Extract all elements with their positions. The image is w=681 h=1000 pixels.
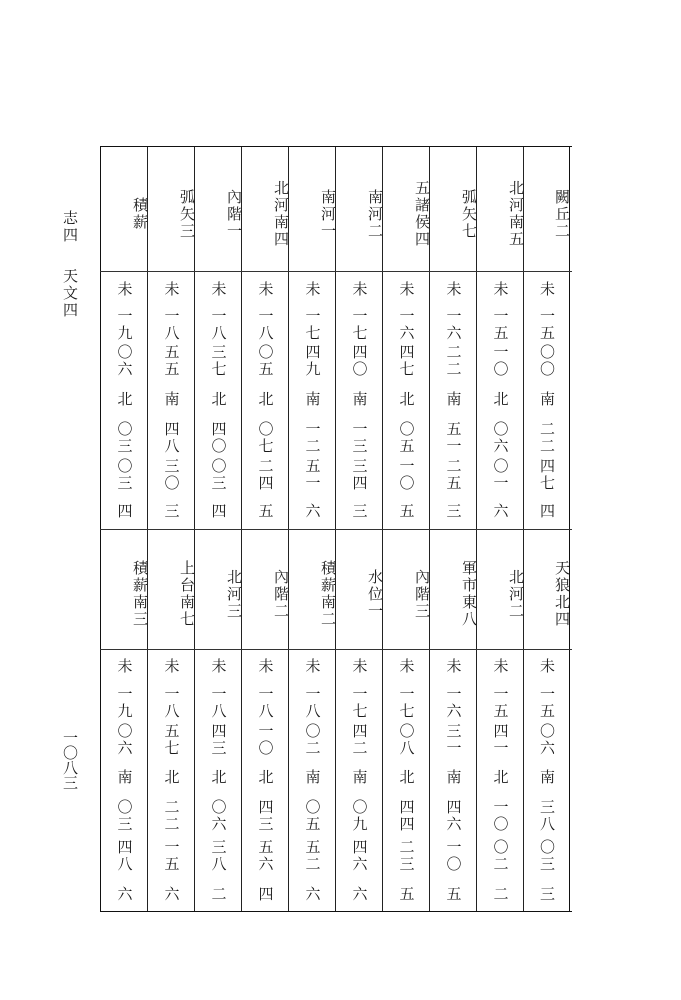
- table-cell: 五一: [444, 420, 463, 455]
- table-cell: 六: [303, 886, 322, 903]
- table-cell: 四: [256, 886, 275, 903]
- table-cell: 六: [491, 502, 510, 520]
- table-cell: 四四: [397, 798, 416, 833]
- table-cell: 五七: [162, 723, 181, 757]
- table-cell: 〇二: [491, 838, 510, 873]
- table-cell: 未: [350, 280, 369, 298]
- table-cell: 一〇: [397, 457, 416, 492]
- table-cell: 四六: [350, 838, 369, 873]
- table-cell: 四七: [397, 344, 416, 378]
- table-cell: 未: [256, 280, 275, 298]
- table-cell: 一七: [397, 686, 416, 720]
- table-cell: 三: [444, 502, 463, 520]
- section-label: [62, 268, 77, 319]
- star-name: 上台南七: [178, 560, 196, 628]
- table-cell: 未: [303, 658, 322, 675]
- star-name: 弧矢三: [178, 188, 196, 240]
- table-cell: 〇三: [538, 838, 556, 873]
- table-cell: 未: [491, 280, 510, 298]
- table-cell: 未: [538, 280, 556, 298]
- table-cell: 四三: [256, 798, 275, 833]
- table-cell: 一七: [303, 308, 322, 342]
- table-cell: 未: [162, 280, 181, 298]
- table-cell: 一〇: [444, 838, 463, 873]
- table-cell: 未: [209, 280, 228, 298]
- table-cell: 〇二: [303, 723, 322, 757]
- star-name: 闕丘二: [553, 188, 571, 240]
- table-cell: 未: [350, 658, 369, 675]
- star-name: 內階三: [413, 568, 431, 620]
- table-cell: 未: [397, 280, 416, 298]
- star-name: 南河二: [366, 188, 384, 240]
- table-cell: 一五: [162, 838, 181, 873]
- table-cell: 〇六: [115, 723, 134, 757]
- table-cell: 一〇: [491, 344, 510, 378]
- table-cell: 南: [538, 768, 556, 786]
- table-cell: 一六: [397, 308, 416, 342]
- table-cell: 〇六: [209, 798, 228, 833]
- table-cell: 〇五: [303, 798, 322, 833]
- table-cell: 三: [162, 502, 181, 520]
- section-title: 天文四: [61, 268, 79, 319]
- chapter-title: 志四: [61, 210, 79, 244]
- table-cell: 四一: [491, 723, 510, 757]
- table-cell: 南: [303, 390, 322, 408]
- table-cell: 四九: [303, 344, 322, 378]
- table-cell: 四三: [209, 723, 228, 757]
- table-cell: 北: [209, 768, 228, 786]
- table-cell: 〇八: [397, 723, 416, 757]
- star-name: 天狼北四: [553, 560, 571, 628]
- table-cell: 五二: [303, 838, 322, 873]
- star-name: 弧矢七: [460, 188, 478, 240]
- table-cell: 一五: [538, 686, 556, 720]
- star-name: 內階一: [225, 188, 243, 240]
- row-divider: [100, 649, 572, 650]
- table-cell: 一八: [209, 686, 228, 720]
- table-cell: 二: [491, 886, 510, 903]
- table-cell: 五五: [162, 344, 181, 378]
- table-cell: 一五: [538, 308, 556, 342]
- table-cell: 一六: [444, 686, 463, 720]
- table-cell: 南: [538, 390, 556, 408]
- table-cell: 〇六: [115, 344, 134, 378]
- table-cell: 四六: [444, 798, 463, 833]
- table-cell: 一八: [209, 308, 228, 342]
- table-cell: 未: [256, 658, 275, 675]
- table-cell: 三: [538, 886, 556, 903]
- table-cell: 北: [397, 390, 416, 408]
- table-cell: 二: [209, 886, 228, 903]
- table-cell: 四七: [538, 457, 556, 492]
- table-cell: 未: [397, 658, 416, 675]
- table-cell: 一八: [303, 686, 322, 720]
- table-cell: 南: [162, 390, 181, 408]
- table-cell: 四八: [115, 838, 134, 873]
- table-cell: 二二: [538, 420, 556, 455]
- table-cell: 一〇: [491, 798, 510, 833]
- table-cell: 五六: [256, 838, 275, 873]
- star-name: 軍市東八: [460, 560, 478, 628]
- table-cell: 〇三: [115, 420, 134, 455]
- table-cell: 一九: [115, 308, 134, 342]
- table-cell: 三八: [209, 838, 228, 873]
- table-cell: 〇三: [115, 798, 134, 833]
- star-name: 北河二: [507, 568, 525, 620]
- table-cell: 四: [538, 502, 556, 520]
- table-cell: 三七: [209, 344, 228, 378]
- table-cell: 南: [303, 768, 322, 786]
- table-cell: 未: [162, 658, 181, 675]
- table-cell: 未: [444, 658, 463, 675]
- table-cell: 〇七: [256, 420, 275, 455]
- table-cell: 未: [209, 658, 228, 675]
- table-cell: 二三: [397, 838, 416, 873]
- table-cell: 四〇: [350, 344, 369, 378]
- star-name: 北河南五: [507, 180, 525, 248]
- table-cell: 北: [256, 390, 275, 408]
- star-name: 北河南四: [272, 180, 290, 248]
- star-name: 北河三: [225, 568, 243, 620]
- row-divider: [100, 271, 572, 272]
- star-name: 南河一: [319, 188, 337, 240]
- table-cell: 一八: [162, 686, 181, 720]
- table-cell: 一八: [256, 308, 275, 342]
- table-cell: 北: [256, 768, 275, 786]
- table-cell: 四八: [162, 420, 181, 455]
- table-cell: 二二: [444, 344, 463, 378]
- table-cell: 五: [397, 502, 416, 520]
- table-cell: 〇五: [256, 344, 275, 378]
- table-cell: 三〇: [162, 457, 181, 492]
- row-divider: [100, 529, 572, 530]
- star-name: 積薪南二: [319, 560, 337, 628]
- table-cell: 未: [115, 280, 134, 298]
- table-cell: 三八: [538, 798, 556, 833]
- table-cell: 五: [444, 886, 463, 903]
- star-name: 積薪: [131, 197, 149, 231]
- table-cell: 一六: [444, 308, 463, 342]
- table-cell: 三一: [444, 723, 463, 757]
- table-cell: 二二: [162, 798, 181, 833]
- table-cell: 北: [397, 768, 416, 786]
- table-cell: 四: [115, 502, 134, 520]
- table-cell: 北: [115, 390, 134, 408]
- table-cell: 未: [491, 658, 510, 675]
- page-number: 一〇八三: [61, 730, 79, 790]
- table-cell: 三: [350, 502, 369, 520]
- table-cell: 南: [350, 768, 369, 786]
- star-name: 五諸侯四: [413, 180, 431, 248]
- table-cell: 三四: [350, 457, 369, 492]
- table-cell: 一八: [162, 308, 181, 342]
- table-cell: 一七: [350, 686, 369, 720]
- table-cell: 五一: [303, 457, 322, 492]
- table-cell: 一九: [115, 686, 134, 720]
- table-cell: 未: [444, 280, 463, 298]
- table-cell: 二五: [444, 457, 463, 492]
- table-cell: 一二: [303, 420, 322, 455]
- table-cell: 一五: [491, 308, 510, 342]
- table-cell: 北: [162, 768, 181, 786]
- star-name: 積薪南三: [131, 560, 149, 628]
- table-cell: 北: [491, 390, 510, 408]
- star-table: [100, 146, 572, 912]
- table-cell: 一五: [491, 686, 510, 720]
- table-cell: 六: [115, 886, 134, 903]
- table-cell: 一八: [256, 686, 275, 720]
- table-cell: 四二: [350, 723, 369, 757]
- table-cell: 〇〇: [538, 344, 556, 378]
- table-cell: 四: [209, 502, 228, 520]
- table-cell: 〇六: [538, 723, 556, 757]
- table-cell: 六: [350, 886, 369, 903]
- table-cell: 〇三: [115, 457, 134, 492]
- table-cell: 南: [444, 768, 463, 786]
- table-cell: 〇一: [491, 457, 510, 492]
- table-cell: 南: [115, 768, 134, 786]
- table-cell: 一三: [350, 420, 369, 455]
- table-cell: 〇九: [350, 798, 369, 833]
- table-cell: 北: [209, 390, 228, 408]
- table-cell: 〇五: [397, 420, 416, 455]
- table-cell: 一〇: [256, 723, 275, 757]
- table-cell: 五: [397, 886, 416, 903]
- table-cell: 〇三: [209, 457, 228, 492]
- table-cell: 南: [350, 390, 369, 408]
- table-cell: 〇六: [491, 420, 510, 455]
- table-cell: 五: [256, 502, 275, 520]
- table-cell: 未: [538, 658, 556, 675]
- star-name: 內階二: [272, 568, 290, 620]
- table-cell: 南: [444, 390, 463, 408]
- star-name: 水位一: [366, 568, 384, 620]
- table-cell: 北: [491, 768, 510, 786]
- table-cell: 六: [162, 886, 181, 903]
- table-cell: 四〇: [209, 420, 228, 455]
- table-cell: 六: [303, 502, 322, 520]
- table-cell: 二四: [256, 457, 275, 492]
- table-cell: 未: [115, 658, 134, 675]
- table-cell: 未: [303, 280, 322, 298]
- table-cell: 一七: [350, 308, 369, 342]
